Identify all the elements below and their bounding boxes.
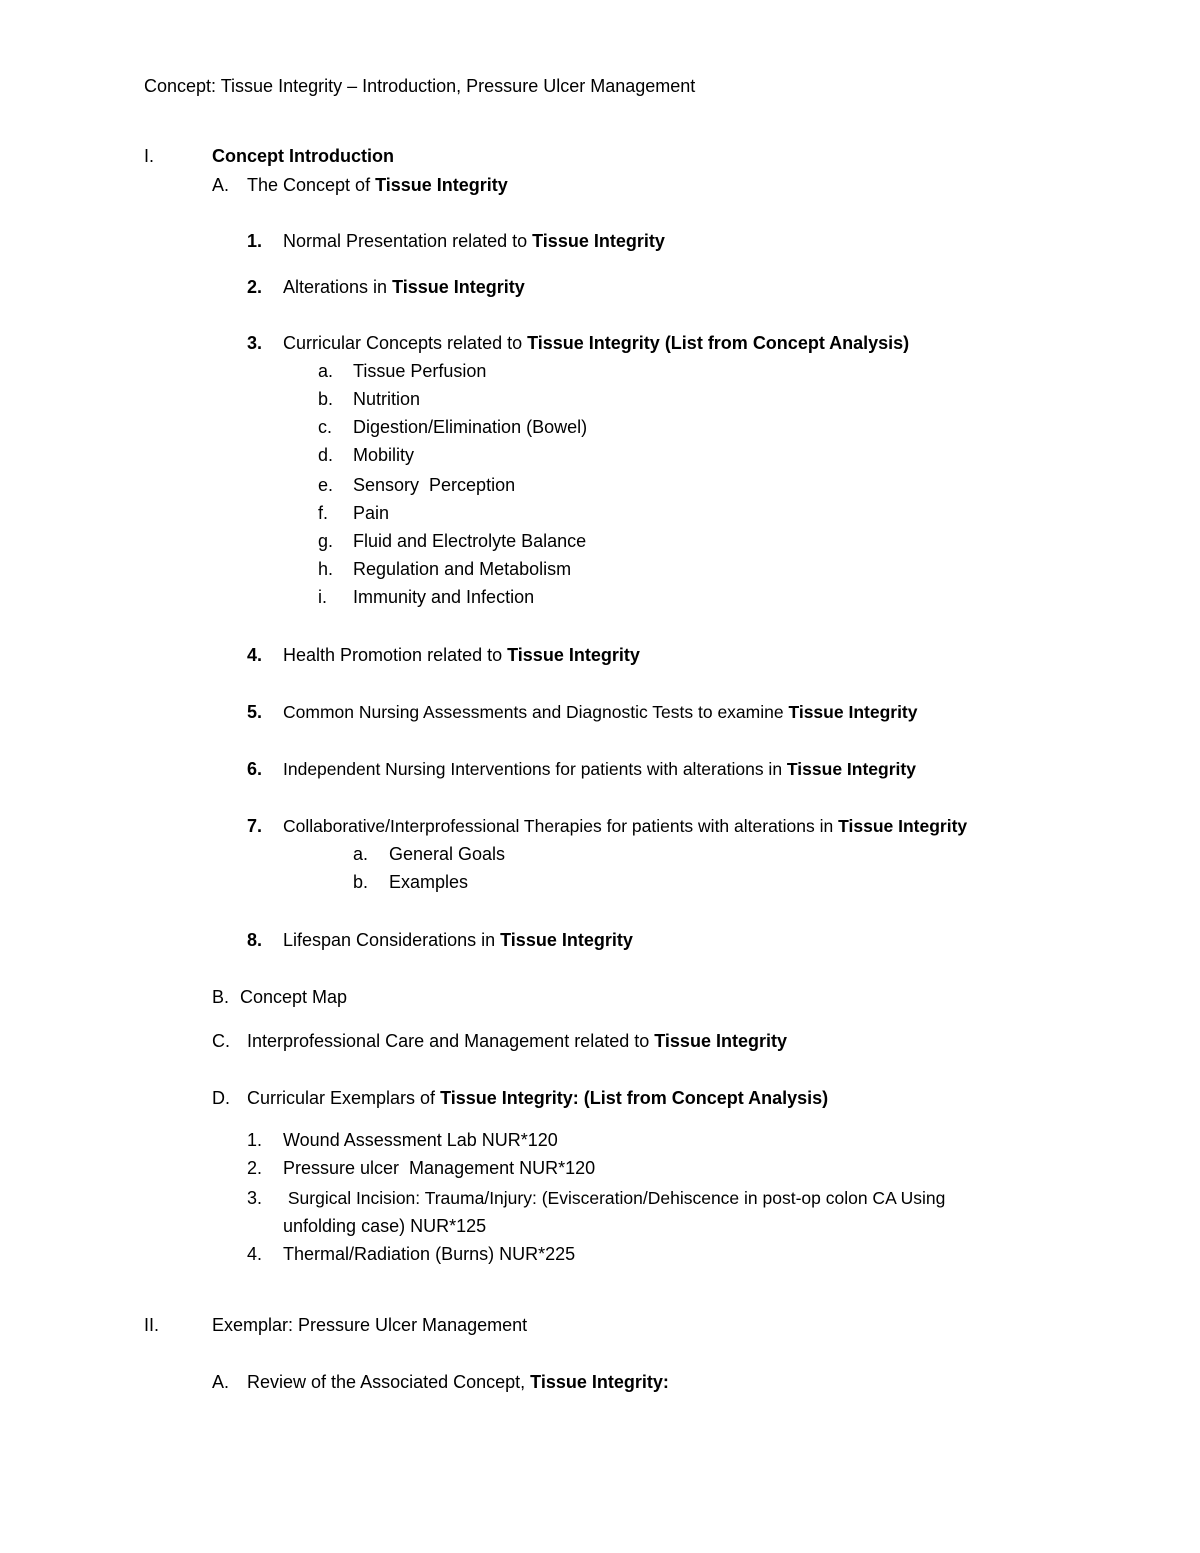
exemplar-1: Wound Assessment Lab NUR*120 bbox=[283, 1130, 558, 1150]
item-7-text: Collaborative/Interprofessional Therapies for patients with alterations in bbox=[283, 816, 839, 836]
exemplar-1-marker: 1. bbox=[247, 1130, 263, 1150]
item-7 bbox=[283, 815, 967, 837]
concept-h: Regulation and Metabolism bbox=[353, 559, 572, 579]
item-1-bold: Tissue Integrity bbox=[532, 231, 665, 251]
subsection-d-marker: D. bbox=[212, 1088, 230, 1108]
exemplar-3-continued: unfolding case) NUR*125 bbox=[283, 1216, 487, 1236]
section-1-marker: I. bbox=[144, 146, 155, 166]
item-3 bbox=[283, 332, 909, 354]
concept-c: Digestion/Elimination (Bowel) bbox=[353, 417, 588, 437]
item-8-marker: 8. bbox=[247, 930, 263, 950]
item-3-text: Curricular Concepts related to bbox=[283, 333, 528, 353]
item-8 bbox=[283, 929, 633, 951]
item-8-bold: Tissue Integrity bbox=[500, 930, 633, 950]
concept-b-marker: b. bbox=[318, 389, 334, 409]
subsection-c-marker: C. bbox=[212, 1031, 230, 1051]
section-2-a-text: Review of the Associated Concept, bbox=[247, 1372, 531, 1392]
section-2-heading: Exemplar: Pressure Ulcer Management bbox=[212, 1315, 528, 1335]
item-8-text: Lifespan Considerations in bbox=[283, 930, 501, 950]
subsection-a-marker: A. bbox=[212, 175, 230, 195]
subsection-b-marker: B. bbox=[212, 987, 230, 1007]
item-5-bold: Tissue Integrity bbox=[788, 702, 918, 722]
item-3-bold: Tissue Integrity (List from Concept Analysis) bbox=[527, 333, 910, 353]
section-2-a-bold: Tissue Integrity: bbox=[530, 1372, 669, 1392]
concept-g: Fluid and Electrolyte Balance bbox=[353, 531, 587, 551]
concept-d-marker: d. bbox=[318, 445, 334, 465]
item-1-text: Normal Presentation related to bbox=[283, 231, 533, 251]
concept-h-marker: h. bbox=[318, 559, 334, 579]
therapy-b: Examples bbox=[389, 872, 469, 892]
concept-e: Sensory Perception bbox=[353, 475, 516, 495]
concept-b: Nutrition bbox=[353, 389, 421, 409]
concept-a: Tissue Perfusion bbox=[353, 361, 487, 381]
concept-g-marker: g. bbox=[318, 531, 334, 551]
item-2-text: Alterations in bbox=[283, 277, 393, 297]
concept-a-marker: a. bbox=[318, 361, 334, 381]
item-4-bold: Tissue Integrity bbox=[507, 645, 640, 665]
subsection-a-text: The Concept of bbox=[247, 175, 376, 195]
subsection-c-text: Interprofessional Care and Management related to bbox=[247, 1031, 655, 1051]
item-1-marker: 1. bbox=[247, 231, 263, 251]
concept-e-marker: e. bbox=[318, 475, 334, 495]
item-3-marker: 3. bbox=[247, 333, 263, 353]
exemplar-4: Thermal/Radiation (Burns) NUR*225 bbox=[283, 1244, 576, 1264]
item-6-bold: Tissue Integrity bbox=[786, 759, 916, 779]
subsection-d-bold: Tissue Integrity: (List from Concept Analysis) bbox=[440, 1088, 829, 1108]
subsection-c-heading bbox=[247, 1030, 787, 1052]
item-1 bbox=[283, 230, 665, 252]
item-4-text: Health Promotion related to bbox=[283, 645, 508, 665]
item-6-text: Independent Nursing Interventions for patients with alterations in bbox=[283, 759, 787, 779]
item-7-bold: Tissue Integrity bbox=[838, 816, 968, 836]
section-1-heading: Concept Introduction bbox=[212, 146, 394, 166]
item-5-text: Common Nursing Assessments and Diagnostic Tests to examine bbox=[283, 702, 789, 722]
item-6 bbox=[283, 758, 916, 780]
page-title: Concept: Tissue Integrity – Introduction, Pressure Ulcer Management bbox=[144, 76, 696, 96]
subsection-a-bold: Tissue Integrity bbox=[375, 175, 508, 195]
section-2-marker: II. bbox=[144, 1315, 160, 1335]
concept-i: Immunity and Infection bbox=[353, 587, 535, 607]
exemplar-4-marker: 4. bbox=[247, 1244, 263, 1264]
therapy-b-marker: b. bbox=[353, 872, 369, 892]
concept-c-marker: c. bbox=[318, 417, 333, 437]
section-2-a-marker: A. bbox=[212, 1372, 230, 1392]
exemplar-3-marker: 3. bbox=[247, 1188, 263, 1208]
subsection-d-heading bbox=[247, 1087, 828, 1109]
concept-d: Mobility bbox=[353, 445, 415, 465]
item-2 bbox=[283, 276, 525, 298]
item-4 bbox=[283, 644, 640, 666]
concept-f-marker: f. bbox=[318, 503, 329, 523]
exemplar-2-marker: 2. bbox=[247, 1158, 263, 1178]
exemplar-2: Pressure ulcer Management NUR*120 bbox=[283, 1158, 596, 1178]
concept-f: Pain bbox=[353, 503, 390, 523]
item-6-marker: 6. bbox=[247, 759, 263, 779]
item-2-bold: Tissue Integrity bbox=[392, 277, 525, 297]
item-5-marker: 5. bbox=[247, 702, 263, 722]
item-2-marker: 2. bbox=[247, 277, 263, 297]
concept-i-marker: i. bbox=[318, 587, 327, 607]
section-2-a-heading bbox=[247, 1371, 669, 1393]
item-4-marker: 4. bbox=[247, 645, 263, 665]
therapy-a: General Goals bbox=[389, 844, 506, 864]
therapy-a-marker: a. bbox=[353, 844, 369, 864]
subsection-c-bold: Tissue Integrity bbox=[654, 1031, 787, 1051]
item-7-marker: 7. bbox=[247, 816, 263, 836]
exemplar-3: Surgical Incision: Trauma/Injury: (Evisceration/Dehiscence in post-op colon CA Using bbox=[283, 1188, 946, 1208]
subsection-d-text: Curricular Exemplars of bbox=[247, 1088, 441, 1108]
subsection-a-heading bbox=[247, 174, 508, 196]
item-5 bbox=[283, 701, 918, 723]
subsection-b-heading: Concept Map bbox=[240, 987, 348, 1007]
